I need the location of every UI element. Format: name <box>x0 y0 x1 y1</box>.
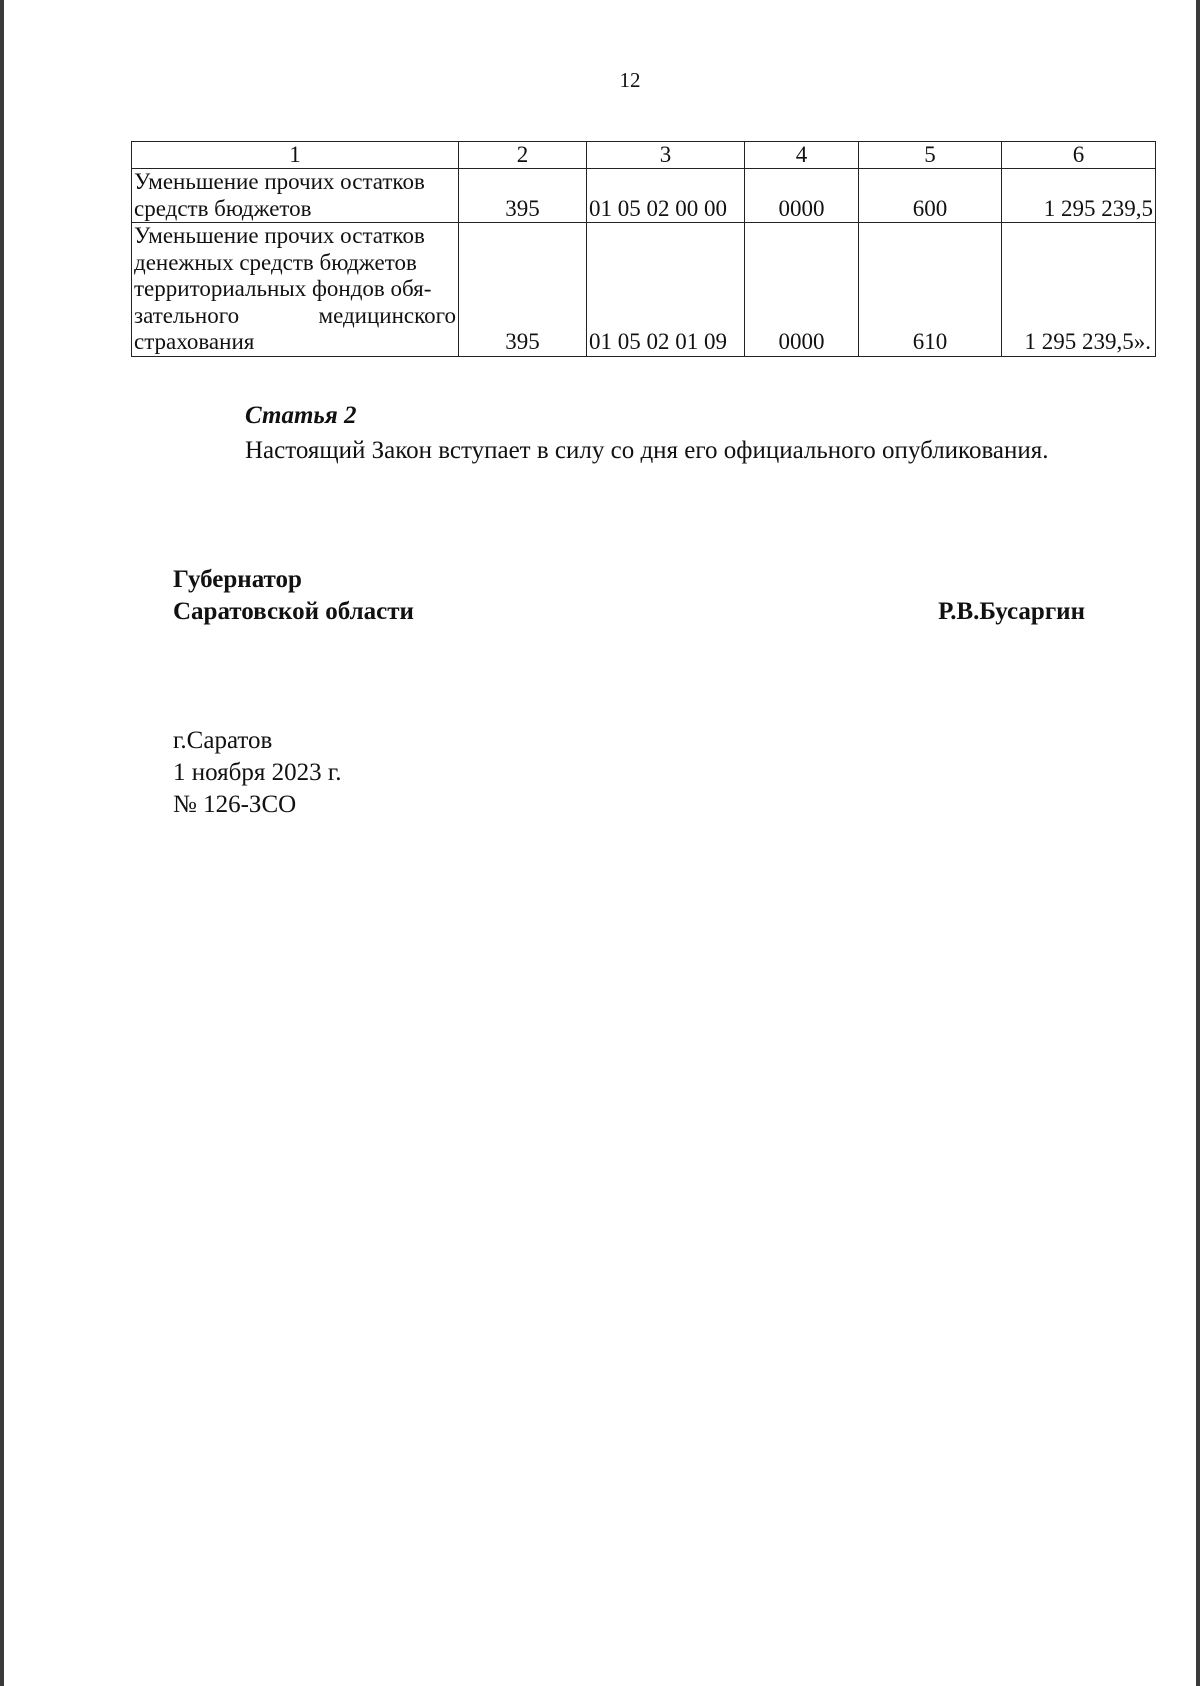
admin-code-cell: 395 <box>459 169 587 223</box>
budget-table <box>131 141 1156 357</box>
row-name-line: денежных средств бюджетов <box>134 249 417 275</box>
amount-cell: 1 295 239,5 <box>1002 169 1156 223</box>
subcode-cell: 0000 <box>745 223 859 357</box>
kosgu-cell: 600 <box>859 169 1002 223</box>
signer-position-line: Губернатор <box>173 566 302 593</box>
row-name-line: средств бюджетов <box>134 195 312 221</box>
page-number: 12 <box>619 68 641 92</box>
article-title: Статья 2 <box>245 402 357 429</box>
column-header: 1 <box>132 142 459 169</box>
city: г.Саратов <box>173 727 273 754</box>
table-row <box>132 169 1156 223</box>
kosgu-cell: 610 <box>859 223 1002 357</box>
row-name-line: страхования <box>134 329 255 354</box>
subcode-cell: 0000 <box>745 169 859 223</box>
article-text: Настоящий Закон вступает в силу со дня его официального опубликования. <box>245 437 1049 464</box>
row-name-cell <box>132 169 459 223</box>
amount-cell: 1 295 239,5». <box>1002 223 1156 357</box>
scan-edge-left <box>0 0 4 1686</box>
row-name-cell <box>132 223 459 357</box>
source-code-cell: 01 05 02 01 09 <box>587 223 745 357</box>
signer-position-line: Саратовской области <box>173 598 414 625</box>
row-name-line: Уменьшение прочих остатков <box>134 223 425 248</box>
row-name-line: зательного медицинского <box>134 302 456 328</box>
table-header-row <box>132 142 1156 169</box>
column-header: 3 <box>587 142 745 169</box>
row-name-line: Уменьшение прочих остатков <box>134 169 425 194</box>
signer-name: Р.В.Бусаргин <box>938 598 1085 625</box>
law-date: 1 ноября 2023 г. <box>173 759 342 786</box>
signature-block <box>173 564 1085 628</box>
column-header: 2 <box>459 142 587 169</box>
column-header: 5 <box>859 142 1002 169</box>
law-number: № 126-ЗСО <box>173 791 297 818</box>
table-row <box>132 223 1156 357</box>
column-header: 4 <box>745 142 859 169</box>
column-header: 6 <box>1002 142 1156 169</box>
row-name-line: территориальных фондов обя- <box>134 276 432 301</box>
source-code-cell: 01 05 02 00 00 <box>587 169 745 223</box>
place-date-block <box>173 725 342 821</box>
scan-edge-right <box>1196 0 1200 1686</box>
admin-code-cell: 395 <box>459 223 587 357</box>
